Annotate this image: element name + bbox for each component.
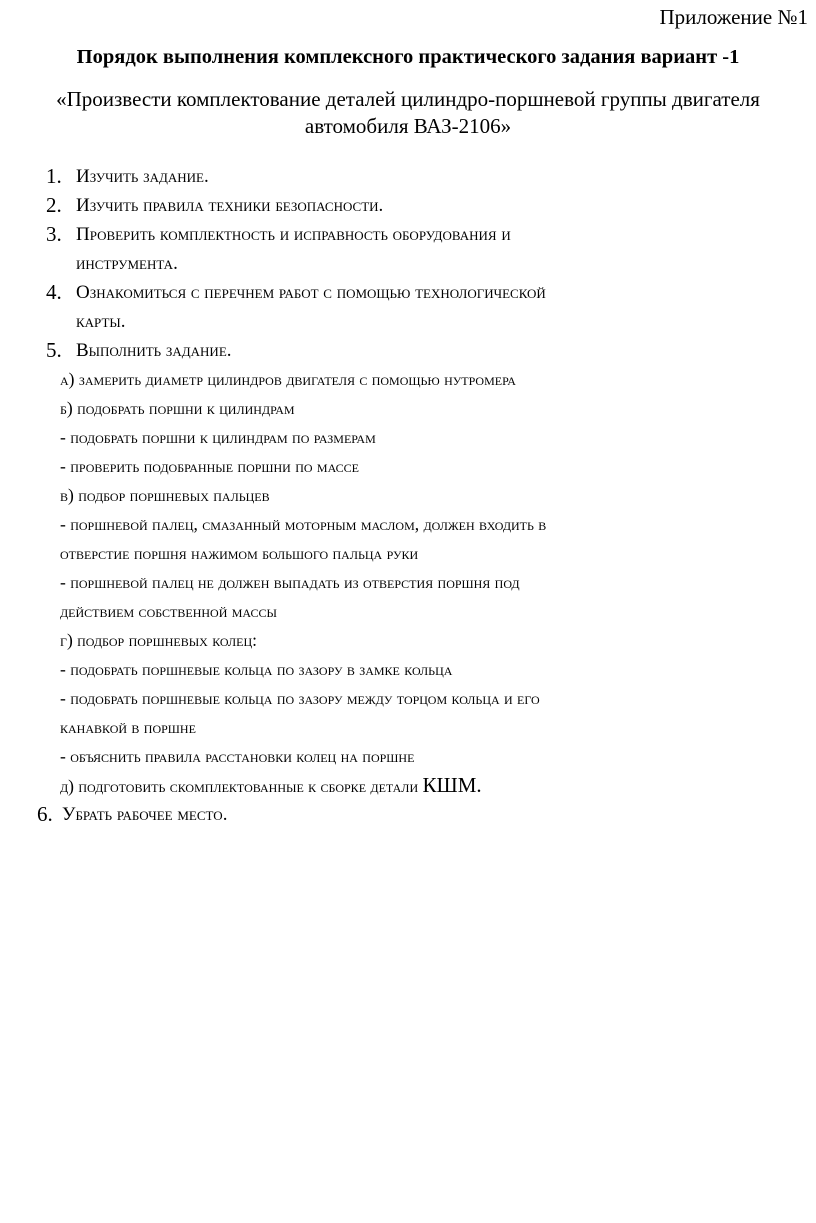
subitem-text: - подобрать поршневые кольца по зазору между торцом кольца и его	[60, 688, 540, 708]
subitem-text: - подобрать поршневые кольца по зазору в замке кольца	[60, 659, 453, 679]
list-item	[0, 336, 816, 365]
step-number: 1.	[46, 164, 62, 188]
list-item	[0, 800, 816, 829]
subitem-text: г) подбор поршневых колец:	[60, 630, 257, 650]
subitem-text: - поршневой палец, смазанный моторным маслом, должен входить в	[60, 514, 547, 534]
subitem-text: б) подобрать поршни к цилиндрам	[60, 398, 295, 418]
step-number: 5.	[46, 338, 62, 362]
list-item-continuation	[0, 249, 816, 278]
steps-list	[0, 162, 816, 829]
subitem-text: отверстие поршня нажимом большого пальца руки	[60, 543, 419, 563]
step-text: Убрать рабочее место.	[62, 804, 228, 825]
step-text: Изучить задание.	[76, 166, 209, 187]
subitem	[0, 394, 816, 423]
subitem-text: канавкой в поршне	[60, 717, 196, 737]
appendix-label: Приложение №1	[659, 5, 808, 29]
subitem-text: действием собственной массы	[60, 601, 277, 621]
subitem	[0, 597, 816, 626]
step-text: Изучить правила техники безопасности.	[76, 195, 384, 216]
subitem-text: - проверить подобранные поршни по массе	[60, 456, 360, 476]
step-number: 3.	[46, 222, 62, 246]
step-text-continuation: инструмента.	[76, 253, 178, 274]
subitem	[0, 568, 816, 597]
step-number: 4.	[46, 280, 62, 304]
subitem	[0, 655, 816, 684]
task-subtitle	[0, 86, 816, 140]
subitem-text: в) подбор поршневых пальцев	[60, 485, 270, 505]
subitem	[0, 713, 816, 742]
subtitle-line-2: автомобиля ВАЗ-2106»	[304, 114, 512, 138]
subtitle-line-1: «Произвести комплектование деталей цилиндро-поршневой группы двигателя	[56, 87, 760, 111]
subitem-text: а) замерить диаметр цилиндров двигателя с помощью нутромера	[60, 369, 516, 389]
subitem	[0, 742, 816, 771]
subitem	[0, 365, 816, 394]
step-text-continuation: карты.	[76, 311, 126, 332]
subitem	[0, 481, 816, 510]
subitem	[0, 452, 816, 481]
document-title: Порядок выполнения комплексного практического задания вариант -1	[76, 46, 740, 68]
subitem	[0, 626, 816, 655]
subitem	[0, 423, 816, 452]
step-text: Ознакомиться с перечнем работ с помощью технологической	[76, 282, 546, 303]
list-item-continuation	[0, 307, 816, 336]
subitem-text: - подобрать поршни к цилиндрам по размерам	[60, 427, 376, 447]
list-item	[0, 162, 816, 191]
step-text: Выполнить задание.	[76, 340, 232, 361]
subitem-text: - объяснить правила расстановки колец на поршне	[60, 746, 415, 766]
list-item	[0, 191, 816, 220]
subitem	[0, 510, 816, 539]
subitem-text: д) подготовить скомплектованные к сборке детали	[60, 776, 419, 796]
step-number: 2.	[46, 193, 62, 217]
kshm-abbreviation: КШМ.	[422, 773, 482, 797]
subitem-text: - поршневой палец не должен выпадать из отверстия поршня под	[60, 572, 520, 592]
subitem	[0, 539, 816, 568]
subitem	[0, 684, 816, 713]
list-item	[0, 220, 816, 249]
step-number: 6.	[37, 802, 53, 826]
subitem	[0, 771, 816, 800]
step-text: Проверить комплектность и исправность оборудования и	[76, 224, 511, 245]
subitem-d	[60, 771, 482, 801]
list-item	[0, 278, 816, 307]
